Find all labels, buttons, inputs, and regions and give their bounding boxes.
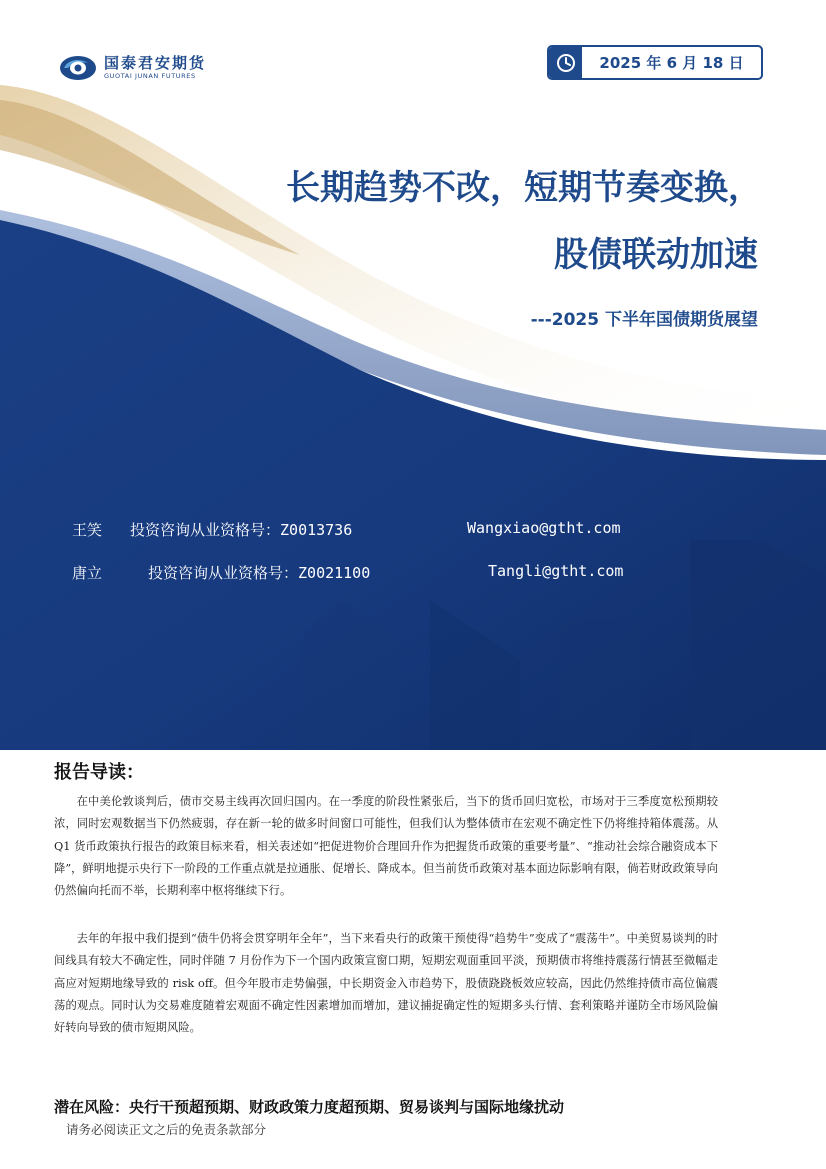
report-title-line1: 长期趋势不改，短期节奏变换，: [286, 168, 762, 208]
report-title-line2: 股债联动加速: [554, 235, 758, 275]
logo-mark-icon: [58, 53, 98, 83]
report-subtitle: ---2025 下半年国债期货展望: [530, 310, 758, 330]
risk-statement: 潜在风险：央行干预超预期、财政政策力度超预期、贸易谈判与国际地缘扰动: [54, 1098, 565, 1116]
date-badge: [547, 45, 763, 80]
author-qualification: 投资咨询从业资格号：Z0013736: [130, 521, 353, 539]
author-name: 唐立: [72, 564, 103, 582]
disclaimer-note: 请务必阅读正文之后的免责条款部分: [66, 1122, 267, 1137]
brand-logo: [58, 53, 206, 83]
intro-paragraph: 在中美伦敦谈判后，债市交易主线再次回归国内。在一季度的阶段性紧张后，当下的货币回归宽松，市场对于三季度宽松预期较浓，同时宏观数据当下仍然疲弱，存在新一轮的做多时间窗口可能性，但我们认为整体债市在宏观不确定性下仍将维持箱体震荡。从 Q1 货币政策执行报告的政策目标来看，相关表述如“把促进物价合理回升作为把握货币政策的重要考量”、“推动社会综合融资成本下降”，鲜明地提示央行下一阶段的工作重点就是拉通胀、促增长、降成本。但当前货币政策对基本面边际影响有限，倘若财政政策导向仍然偏向托而不举，长期利率中枢将继续下行。: [54, 795, 718, 898]
clock-icon: [556, 53, 576, 73]
author-qualification: 投资咨询从业资格号：Z0021100: [148, 564, 371, 582]
author-email[interactable]: Wangxiao@gtht.com: [467, 519, 621, 537]
logo-english-name: GUOTAI JUNAN FUTURES: [104, 72, 196, 80]
report-date: 2025 年 6 月 18 日: [599, 54, 744, 72]
author-email[interactable]: Tangli@gtht.com: [488, 562, 624, 580]
author-name: 王笑: [72, 521, 103, 539]
intro-heading: 报告导读：: [54, 762, 144, 783]
logo-chinese-name: 国泰君安期货: [104, 54, 207, 72]
intro-paragraph: 去年的年报中我们提到“债牛仍将会贯穿明年全年”，当下来看央行的政策干预使得“趋势牛”变成了“震荡牛”。中美贸易谈判的时间线具有较大不确定性，同时伴随 7 月份作为下一个国内政策宣窗口期，短期宏观面重回平淡，预期债市将维持震荡行情甚至微幅走高应对短期地缘导致的 risk off。但今年股市走势偏强，中长期资金入市趋势下，股债跷跷板效应较高，因此仍然维持债市高位偏震荡的观点。同时认为交易难度随着宏观面不确定性因素增加而增加，建议捕捉确定性的短期多头行情、套利策略并谨防全市场风险偏好转向导致的债市短期风险。: [54, 932, 718, 1035]
